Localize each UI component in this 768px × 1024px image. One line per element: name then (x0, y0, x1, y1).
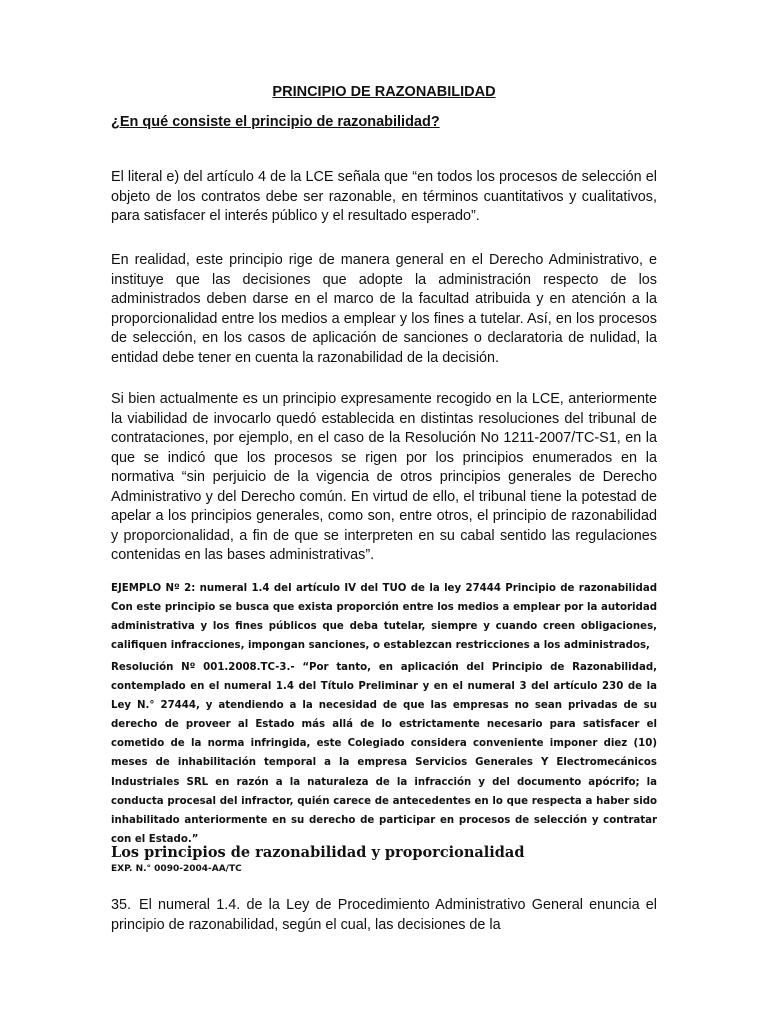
paragraph-3: Si bien actualmente es un principio expresamente recogido en la LCE, anteriormente la viabilidad de invocarlo quedó establecida en distintas resoluciones del tribunal de contrataciones, por ejemplo, en el caso de la Resolución No 1211-2007/TC-S1, en la que se indicó que los procesos se rigen por los principios enumerados en la normativa “sin perjuicio de la vigencia de otros principios generales de Derecho Administrativo y del Derecho común. En virtud de ello, el tribunal tiene la potestad de apelar a los principios generales, como son, entre otros, el principio de razonabilidad y proporcionalidad, a fin de que se interpreten en su cabal sentido las regulaciones contenidas en las bases administrativas”. (111, 391, 657, 563)
case-reference: EXP. N.° 0090-2004-AA/TC (111, 864, 242, 874)
section-heading: Los principios de razonabilidad y proporcionalidad (111, 844, 525, 861)
page-title: PRINCIPIO DE RAZONABILIDAD (272, 84, 496, 100)
item-number: 35. (111, 897, 132, 913)
example-block: EJEMPLO Nº 2: numeral 1.4 del artículo IV del TUO de la ley 27444 Principio de razonabilidad Con este principio se busca que exista proporción entre los medios a emplear por la autoridad administrativa y los fines públicos que deba tutelar, siempre y cuando creen obligaciones, califiquen infracciones, impongan sanciones, o establezcan restricciones a los administrados, (111, 583, 657, 652)
item-text: El numeral 1.4. de la Ley de Procedimiento Administrativo General enuncia el principio de razonabilidad, según el cual, las decisiones de la (111, 897, 657, 933)
resolution-block: Resolución Nº 001.2008.TC-3.- “Por tanto, en aplicación del Principio de Razonabilidad, contemplado en el numeral 1.4 del Título Preliminar y en el numeral 3 del artículo 230 de la Ley N.° 27444, y atendiendo a la necesidad de que las empresas no sean privadas de su derecho de proveer al Estado más allá de lo estrictamente necesario para satisfacer el cometido de la norma infringida, este Colegiado considera conveniente imponer diez (10) meses de inhabilitación temporal a la empresa Servicios Generales Y Electromecánicos Industriales SRL en razón a la naturaleza de la infracción y del documento apócrifo; la conducta procesal del infractor, quién carece de antecedentes en lo que respecta a haber sido inhabilitado anteriormente en su derecho de participar en procesos de selección y contratar con el Estado.” (111, 662, 657, 845)
paragraph-1: El literal e) del artículo 4 de la LCE señala que “en todos los procesos de selección el objeto de los contratos debe ser razonable, en términos cuantitativos y cualitativos, para satisfacer el interés público y el resultado esperado”. (111, 169, 657, 224)
paragraph-2: En realidad, este principio rige de manera general en el Derecho Administrativo, e instituye que las decisiones que adopte la administración respecto de los administrados deben darse en el marco de la facultad atribuida y en atención a la proporcionalidad entre los medios a emplear y los fines a tutelar. Así, en los procesos de selección, en los casos de aplicación de sanciones o declaratoria de nulidad, la entidad debe tener en cuenta la razonabilidad de la decisión. (111, 252, 657, 366)
numbered-item (111, 896, 657, 935)
section-question: ¿En qué consiste el principio de razonabilidad? (111, 114, 440, 130)
